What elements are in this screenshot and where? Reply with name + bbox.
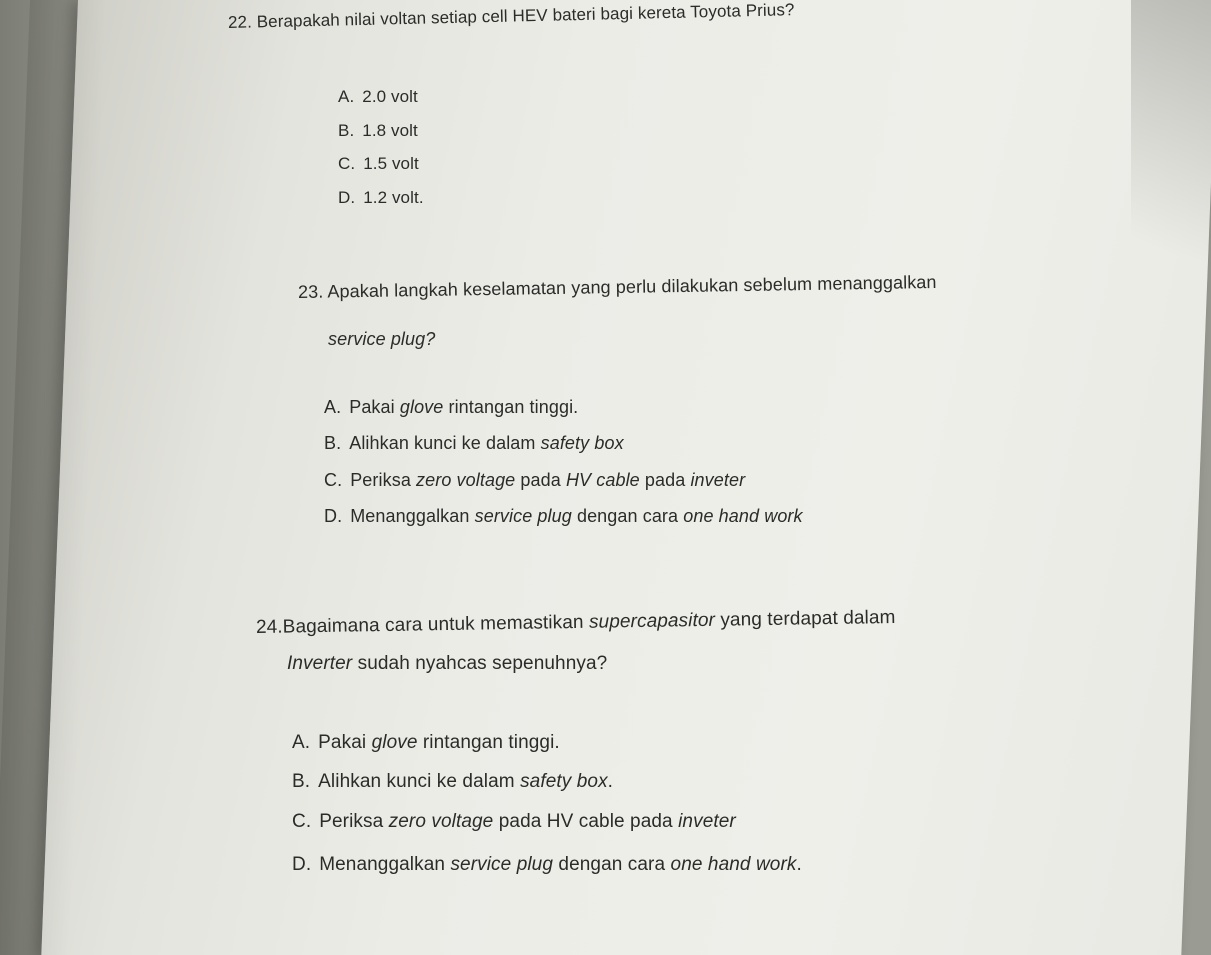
q24-option-c: C. Periksa zero voltage pada HV cable pada inveter bbox=[292, 811, 736, 832]
q24-option-a: A. Pakai glove rintangan tinggi. bbox=[292, 732, 560, 753]
q23-option-c: C. Periksa zero voltage pada HV cable pada inveter bbox=[324, 470, 746, 490]
q22-option-d: D. 1.2 volt. bbox=[338, 188, 424, 207]
q22-option-c: C. 1.5 volt bbox=[338, 154, 419, 173]
q23-option-d: D. Menanggalkan service plug dengan cara one hand work bbox=[324, 506, 803, 526]
q23-option-a: A. Pakai glove rintangan tinggi. bbox=[324, 397, 579, 417]
question-number: 24. bbox=[255, 616, 283, 638]
question-number: 22. bbox=[227, 12, 253, 32]
question-number: 23. bbox=[297, 281, 324, 302]
question-text: Apakah langkah keselamatan yang perlu dilakukan sebelum menanggalkan bbox=[327, 271, 937, 302]
q24-option-d: D. Menanggalkan service plug dengan cara one hand work. bbox=[292, 854, 802, 875]
q22-option-a: A. 2.0 volt bbox=[338, 87, 418, 106]
question-24-continued: Inverter sudah nyahcas sepenuhnya? bbox=[287, 653, 608, 674]
question-23 bbox=[298, 271, 937, 303]
q24-option-b: B. Alihkan kunci ke dalam safety box. bbox=[292, 771, 614, 792]
question-text: Berapakah nilai voltan setiap cell HEV bateri bagi kereta Toyota Prius? bbox=[256, 0, 795, 32]
q23-option-b: B. Alihkan kunci ke dalam safety box bbox=[324, 433, 624, 453]
question-22 bbox=[228, 0, 795, 34]
question-24: 24.Bagaimana cara untuk memastikan supercapasitor yang terdapat dalam bbox=[255, 606, 896, 638]
question-23-continued: service plug? bbox=[328, 329, 436, 349]
q22-option-b: B. 1.8 volt bbox=[338, 121, 418, 140]
